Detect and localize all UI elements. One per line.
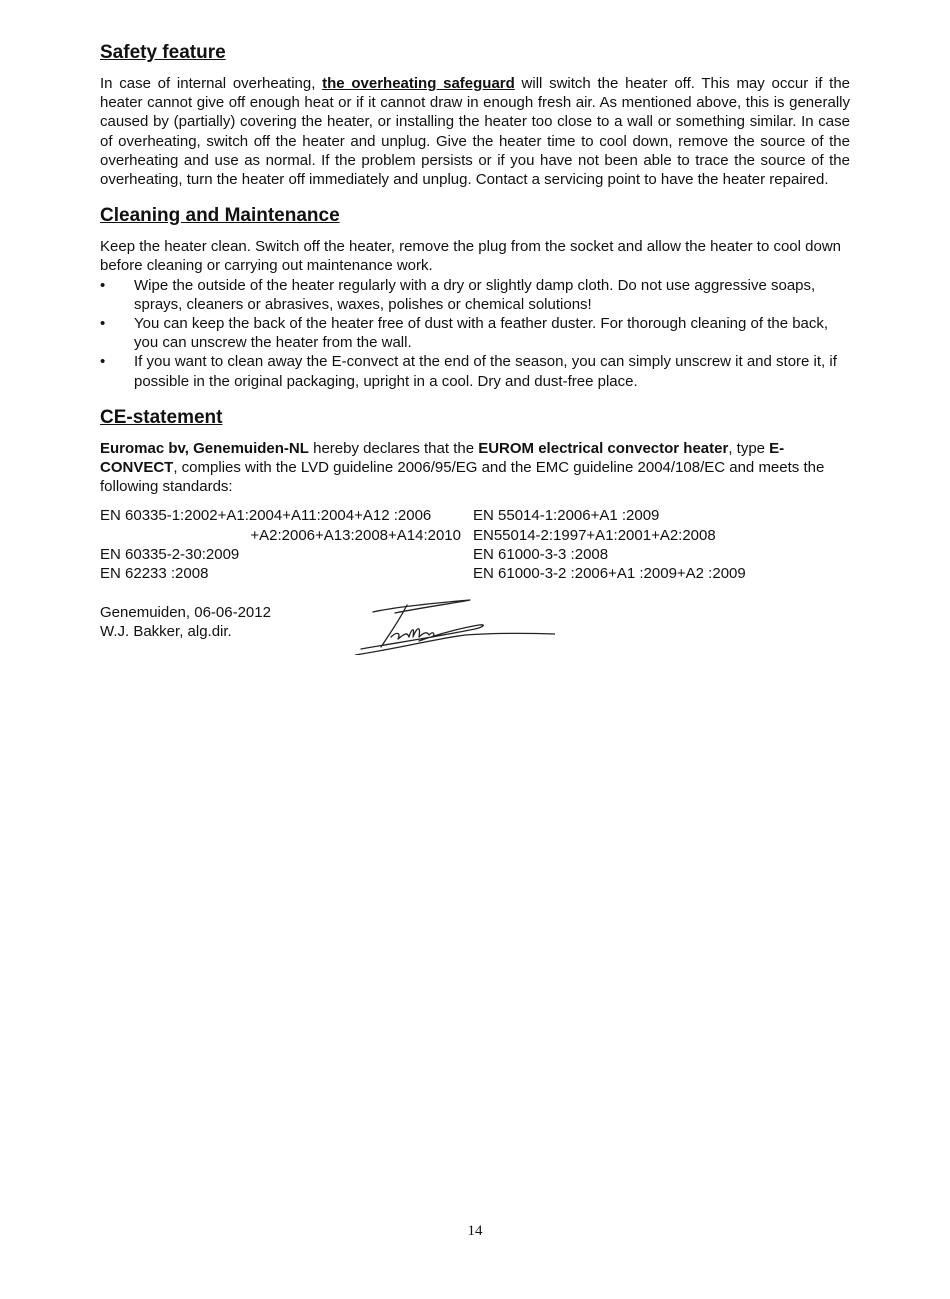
safety-paragraph	[100, 74, 850, 189]
standards-right-column	[473, 506, 850, 583]
safety-text-start: In case of internal overheating,	[100, 75, 323, 92]
declaration-text-3: , complies with the LVD guideline 2006/95/EG and the EMC guideline 2004/108/EC and meets the following standards:	[100, 459, 825, 496]
place-date: Genemuiden, 06-06-2012	[100, 604, 271, 622]
cleaning-bullet-1: • Wipe the outside of the heater regularly with a dry or slightly damp cloth. Do not use aggressive soaps, sprays, cleaners or abrasives, waxes, polishes or chemical solutions!	[100, 276, 850, 314]
standard-item: +A2:2006+A13:2008+A14:2010	[250, 526, 461, 544]
standard-item: EN 62233 :2008	[100, 565, 209, 583]
company-name: Euromac bv, Genemuiden-NL	[100, 439, 309, 457]
standard-item: EN 61000-3-2 :2006+A1 :2009+A2 :2009	[473, 565, 746, 583]
safety-heading: Safety feature	[100, 42, 226, 63]
standard-item: EN55014-2:1997+A1:2001+A2:2008	[473, 526, 716, 544]
safety-text-end: will switch the heater off. This may occur if the heater cannot give off enough heat or if it cannot draw in enough fresh air. As mentioned above, this is generally caused by (partially) covering the heater, or installing the heater too close to a wall or something similar. In case of overheating, switch off the heater and unplug. Give the heater time to cool down, remove the source of the overheating and use as normal. If the problem persists or if you have not been able to trace the source of the overheating, turn the heater off immediately and unplug. Contact a servicing point to have the heater repaired.	[100, 75, 851, 189]
declaration-text-2: , type	[728, 439, 770, 457]
handwritten-signature	[355, 597, 555, 655]
cleaning-intro: Keep the heater clean. Switch off the heater, remove the plug from the socket and allow the heater to cool down before cleaning or carrying out maintenance work.	[100, 238, 842, 275]
standard-item: EN 60335-1:2002+A1:2004+A11:2004+A12 :2006	[100, 507, 432, 525]
ce-heading: CE-statement	[100, 406, 223, 428]
declaration-text-1: hereby declares that the	[308, 439, 479, 457]
ce-declaration	[100, 439, 850, 497]
ce-section	[100, 405, 850, 663]
standard-item: EN 60335-2-30:2009	[100, 545, 240, 563]
cleaning-bullet-2: • You can keep the back of the heater free of dust with a feather duster. For thorough cleaning of the back, you can unscrew the heater from the wall.	[100, 314, 850, 352]
product-name: EUROM electrical convector heater	[478, 439, 729, 457]
cleaning-heading: Cleaning and Maintenance	[100, 205, 340, 227]
signatory-name: W.J. Bakker, alg.dir.	[100, 623, 232, 641]
cleaning-bullet-list	[100, 276, 850, 391]
safeguard-emphasis: the overheating safeguard	[322, 75, 515, 92]
document-page	[100, 40, 850, 677]
standard-item: EN 55014-1:2006+A1 :2009	[473, 507, 660, 525]
page-number: 14	[467, 1223, 483, 1239]
product-type: E-CONVECT	[100, 439, 785, 477]
standards-table	[100, 506, 850, 583]
cleaning-section	[100, 203, 850, 391]
standards-left-column	[100, 506, 473, 583]
cleaning-bullet-3: • If you want to clean away the E-convect at the end of the season, you can simply unscrew it and store it, if possible in the original packaging, upright in a cool. Dry and dust-free place.	[100, 352, 850, 390]
safety-section	[100, 40, 850, 189]
standard-item: EN 61000-3-3 :2008	[473, 545, 609, 563]
signature-block	[100, 603, 850, 663]
